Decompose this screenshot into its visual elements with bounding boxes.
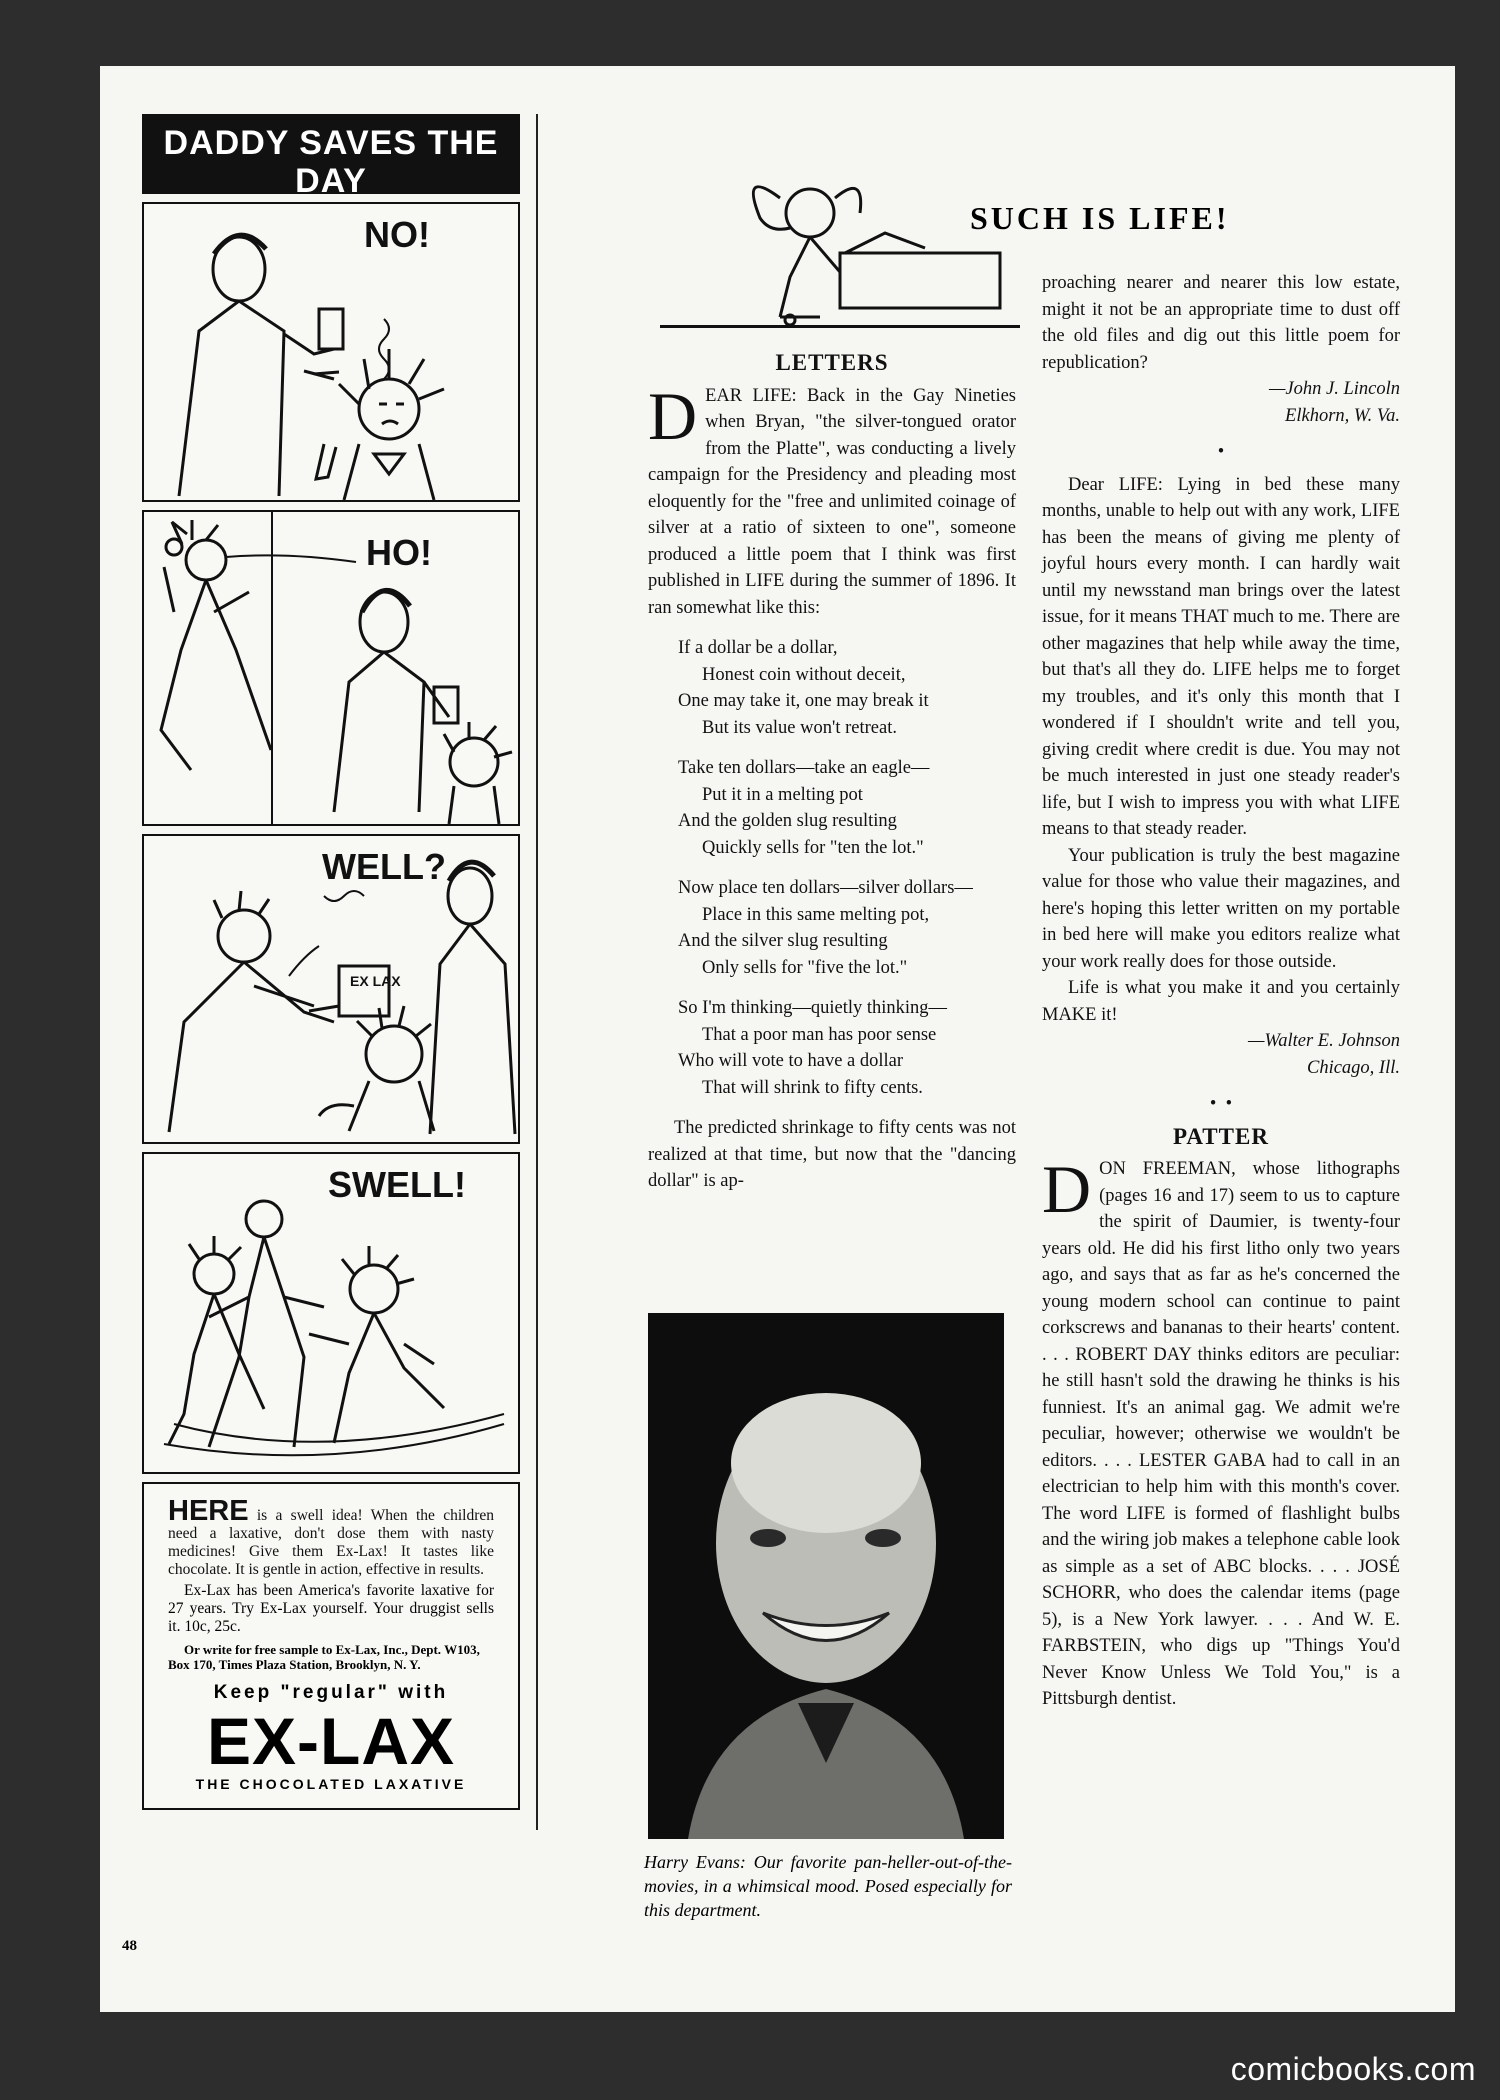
poem-line: Now place ten dollars—silver dollars—: [678, 878, 973, 898]
letter-2-signature: —Walter E. Johnson: [1248, 1031, 1400, 1051]
patter-dropcap: D: [1042, 1151, 1092, 1227]
poem-line: That a poor man has poor sense: [702, 1024, 937, 1045]
editorial-rule: [660, 325, 1020, 328]
ex-lax-logo: EX-LAX: [206, 1704, 456, 1778]
comic-title-text: DADDY SAVES THE DAY: [163, 124, 499, 200]
letters-column-1: [648, 350, 1016, 1195]
patter-text: ON FREEMAN, whose lithographs (pages 16 and 17) seem to us to capture the spirit of Daumier, is twenty-four years old. He did his first litho only two years ago, and says that as far as he's concerned the young modern school can continue to paint corkscrews and bananas to their hearts' content. . . . ROBERT DAY thinks editors are peculiar: he still hasn't sold the drawing he thinks is his funniest. It's an animal gag. We admit we're peculiar, however; otherwise we wouldn't be editors. . . . LESTER GABA had to call in an electrician to help him with this month's cover. The word LIFE is formed of flashlight bulbs and the wiring job makes a telephone cable look as simple as a set of ABC blocks. . . . JOSÉ SCHORR, who does the calendar items (page 5), is a New York lawyer. . . . And W. E. FARBSTEIN, who digs up "Things You'd Never Know Unless We Told You," is a Pittsburgh dentist.: [1042, 1159, 1400, 1709]
poem-line: And the silver slug resulting: [678, 931, 888, 951]
ad-keep-regular: Keep "regular" with: [213, 1682, 449, 1703]
separator-dot: •: [1217, 442, 1225, 462]
ad-tagline: THE CHOCOLATED LAXATIVE: [195, 1776, 467, 1792]
harry-evans-photo: [648, 1313, 1004, 1839]
poem-line: So I'm thinking—quietly thinking—: [678, 998, 948, 1018]
poem-stanza-2: [678, 755, 1016, 861]
ex-lax-advertisement: [142, 114, 520, 1810]
panel-4-drawing: [144, 1154, 518, 1472]
comic-panel-2: [142, 510, 520, 826]
cupid-illustration: [660, 168, 1020, 328]
letter-1-paragraph-2: The predicted shrinkage to fifty cents was not realized at that time, but now that the "dancing dollar" is ap-: [648, 1118, 1016, 1191]
poem-line: Put it in a melting pot: [702, 784, 863, 805]
editorial-title: SUCH IS LIFE!: [970, 200, 1230, 236]
ad-copy-lead: HERE: [168, 1495, 249, 1527]
letter-2-paragraph-1: Dear LIFE: Lying in bed these many months, unable to help out with any work, LIFE has been the means of giving me plenty of joyful hours every month. I can hardly wait until my newsstand man brings over the latest issue, for it means THAT much to me. There are other magazines that help while away the time, but that's all they do. LIFE helps me to forget my troubles, and it's only this month that I wondered if I shouldn't write and tell you, giving credit where credit is due. You may not be much interested in just one steady reader's life, but I wish to impress you with what LIFE means to that steady reader.: [1042, 474, 1400, 839]
panel-3-drawing: [144, 836, 518, 1142]
panel-1-caption: NO!: [364, 214, 430, 255]
poem-line: Only sells for "five the lot.": [702, 957, 908, 978]
letter-1-dropcap: D: [648, 377, 698, 454]
poem-stanza-4: [678, 995, 1016, 1101]
patter-heading: PATTER: [1173, 1123, 1269, 1149]
poem-line: If a dollar be a dollar,: [678, 638, 838, 658]
poem-stanza-3: [678, 875, 1016, 981]
letter-2-paragraph-2: Your publication is truly the best magazine value for those who value their magazines, and here's hoping this letter written on my portable in bed here will make you editors realize what your work really does for those outside.: [1042, 845, 1400, 972]
letters-heading: LETTERS: [775, 350, 889, 375]
column-divider: [536, 114, 538, 1830]
panel-4-caption: SWELL!: [328, 1164, 466, 1205]
letter-2-paragraph-3: Life is what you make it and you certainly MAKE it!: [1042, 978, 1400, 1025]
letter-1-location: Elkhorn, W. Va.: [1285, 405, 1400, 426]
ad-copy-box: [142, 1482, 520, 1810]
poem: [678, 635, 1016, 1101]
ad-copy-address: Or write for free sample to Ex-Lax, Inc., Dept. W103, Box 170, Times Plaza Station, Brooklyn, N. Y.: [168, 1642, 480, 1672]
letter-1-paragraph-1: [648, 377, 1016, 622]
panel-3-caption: WELL?: [322, 846, 446, 887]
comic-title: [142, 114, 520, 200]
poem-line: Place in this same melting pot,: [702, 904, 930, 925]
watermark: comicbooks.com: [1230, 2051, 1476, 2087]
panel-2-drawing: [144, 512, 518, 824]
poem-line: But its value won't retreat.: [702, 717, 897, 738]
panel-2-caption: HO!: [366, 532, 432, 573]
poem-line: Quickly sells for "ten the lot.": [702, 837, 924, 858]
letter-1-continued: proaching nearer and nearer this low estate, might it not be an appropriate time to dust off the old files and dig out this little poem for republication?: [1042, 273, 1400, 373]
ad-copy-paragraph-1: [168, 1495, 494, 1579]
letters-column-2: [1042, 270, 1400, 1713]
panel-1-drawing: [144, 204, 518, 500]
ad-copy-text-1: is a swell idea! When the children need a laxative, don't dose them with nasty medicines! Give them Ex-Lax! It tastes like chocolate. It is gentle in action, effective in results.: [168, 1507, 494, 1578]
ad-copy-paragraph-2: Ex-Lax has been America's favorite laxative for 27 years. Try Ex-Lax yourself. Your druggist sells it. 10c, 25c.: [168, 1582, 494, 1635]
poem-line: Honest coin without deceit,: [702, 664, 906, 685]
page-number: 48: [122, 1938, 137, 1954]
comic-panel-4: [142, 1152, 520, 1474]
letter-2-location: Chicago, Ill.: [1306, 1057, 1400, 1078]
photo-caption: Harry Evans: Our favorite pan-heller-out-of-the-movies, in a whimsical mood. Posed especially for this department.: [644, 1852, 1012, 1920]
poem-line: And the golden slug resulting: [678, 811, 897, 831]
letter-1-text: EAR LIFE: Back in the Gay Nineties when Bryan, "the silver-tongued orator from the Platte", was conducting a lively campaign for the Presidency and pleading most eloquently for the "free and unlimited coinage of silver at a ratio of sixteen to one", someone produced a little poem that I think was first published in LIFE during the summer of 1896. It ran somewhat like this:: [648, 385, 1016, 618]
portrait-photo: [648, 1313, 1004, 1839]
poem-stanza-1: [678, 635, 1016, 741]
poem-line: Who will vote to have a dollar: [678, 1051, 904, 1071]
poem-line: One may take it, one may break it: [678, 691, 929, 711]
jar-label: EX LAX: [350, 973, 401, 989]
separator-dots: • •: [1209, 1094, 1233, 1114]
comic-panel-3: [142, 834, 520, 1144]
patter-paragraph: [1042, 1151, 1400, 1713]
comic-panel-1: [142, 202, 520, 502]
letter-1-signature: —John J. Lincoln: [1268, 379, 1400, 399]
poem-line: That will shrink to fifty cents.: [702, 1077, 923, 1098]
poem-line: Take ten dollars—take an eagle—: [678, 758, 930, 778]
